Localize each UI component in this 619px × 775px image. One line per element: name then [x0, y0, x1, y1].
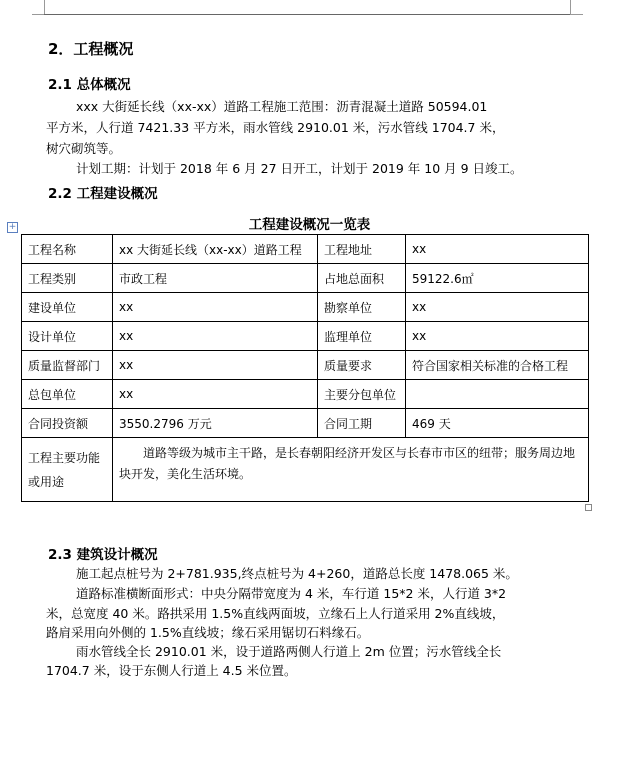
- table-row: [22, 409, 589, 438]
- table-value-cell: 3550.2796 万元: [113, 409, 318, 438]
- paragraph-line: 雨水管线全长 2910.01 米，设于道路两侧人行道上 2m 位置；污水管线全长: [76, 644, 502, 659]
- table-value-cell: xx: [406, 293, 589, 322]
- label-line: 工程主要功能: [28, 450, 101, 465]
- table-value-cell: 59122.6㎡: [406, 264, 589, 293]
- table-row: [22, 351, 589, 380]
- paragraph-line: 道路标准横断面形式：中央分隔带宽度为 4 米，车行道 15*2 米，人行道 3*2: [76, 586, 507, 601]
- subsection-heading: 2.3 建筑设计概况: [48, 547, 158, 563]
- table-row: [22, 264, 589, 293]
- label-line: 或用途: [28, 474, 65, 489]
- table-value-cell: 469 天: [406, 409, 589, 438]
- table-value-cell: xx: [113, 380, 318, 409]
- table-label-cell: 合同工期: [318, 409, 406, 438]
- table-value-cell: xx: [113, 293, 318, 322]
- table-caption: 工程建设概况一览表: [248, 217, 371, 233]
- table-label-cell: 工程类别: [22, 264, 113, 293]
- table-label-cell: 质量监督部门: [22, 351, 113, 380]
- table-value-cell: 道路等级为城市主干路，是长春朝阳经济开发区与长春市市区的纽带；服务周边地块开发，美化生活环境。: [113, 438, 589, 502]
- table-label-cell: 主要分包单位: [318, 380, 406, 409]
- section-heading: 2．工程概况: [48, 40, 134, 58]
- table-resize-handle[interactable]: [585, 504, 592, 511]
- subsection-heading: 2.2 工程建设概况: [48, 186, 158, 202]
- paragraph-line: xxx 大街延长线（xx-xx）道路工程施工范围：沥青混凝土道路 50594.01: [76, 99, 488, 114]
- project-overview-table: [21, 234, 589, 502]
- table-value-cell: 符合国家相关标准的合格工程: [406, 351, 589, 380]
- header-rule: [44, 14, 570, 15]
- table-label-cell: 工程名称: [22, 235, 113, 264]
- table-value-cell: xx: [113, 351, 318, 380]
- table-value-cell: [406, 380, 589, 409]
- table-value-cell: xx: [406, 322, 589, 351]
- paragraph-line: 米，总宽度 40 米。路拱采用 1.5%直线两面坡，立缘石上人行道采用 2%直线坡，: [46, 606, 505, 621]
- table-value-cell: xx: [406, 235, 589, 264]
- table-label-cell: 质量要求: [318, 351, 406, 380]
- table-row: [22, 380, 589, 409]
- page-corner-mark: [32, 0, 45, 15]
- subsection-heading: 2.1 总体概况: [48, 77, 131, 93]
- table-label-cell: 监理单位: [318, 322, 406, 351]
- paragraph-line: 1704.7 米，设于东侧人行道上 4.5 米位置。: [46, 663, 297, 678]
- table-row: [22, 438, 589, 502]
- page-corner-mark: [570, 0, 583, 15]
- table-row: [22, 322, 589, 351]
- table-row: [22, 235, 589, 264]
- table-value-cell: xx 大街延长线（xx-xx）道路工程: [113, 235, 318, 264]
- table-label-cell: 勘察单位: [318, 293, 406, 322]
- paragraph-line: 计划工期：计划于 2018 年 6 月 27 日开工，计划于 2019 年 10 月 9 日竣工。: [76, 161, 523, 176]
- table-label-cell: 合同投资额: [22, 409, 113, 438]
- paragraph-line: 平方米，人行道 7421.33 平方米，雨水管线 2910.01 米，污水管线 1704.7 米，: [46, 120, 505, 135]
- paragraph-line: 路肩采用向外侧的 1.5%直线坡；缘石采用锯切石料缘石。: [46, 625, 370, 640]
- table-value-cell: 市政工程: [113, 264, 318, 293]
- paragraph-line: 施工起点桩号为 2+781.935,终点桩号为 4+260，道路总长度 1478.065 米。: [76, 566, 518, 581]
- table-label-cell: 占地总面积: [318, 264, 406, 293]
- table-label-cell: 建设单位: [22, 293, 113, 322]
- table-label-cell: 设计单位: [22, 322, 113, 351]
- table-value-cell: xx: [113, 322, 318, 351]
- table-label-cell: 工程地址: [318, 235, 406, 264]
- paragraph-line: 树穴砌筑等。: [46, 141, 122, 156]
- table-move-handle-icon[interactable]: +: [8, 222, 17, 232]
- table-row: [22, 293, 589, 322]
- table-label-cell: [22, 438, 113, 502]
- table-label-cell: 总包单位: [22, 380, 113, 409]
